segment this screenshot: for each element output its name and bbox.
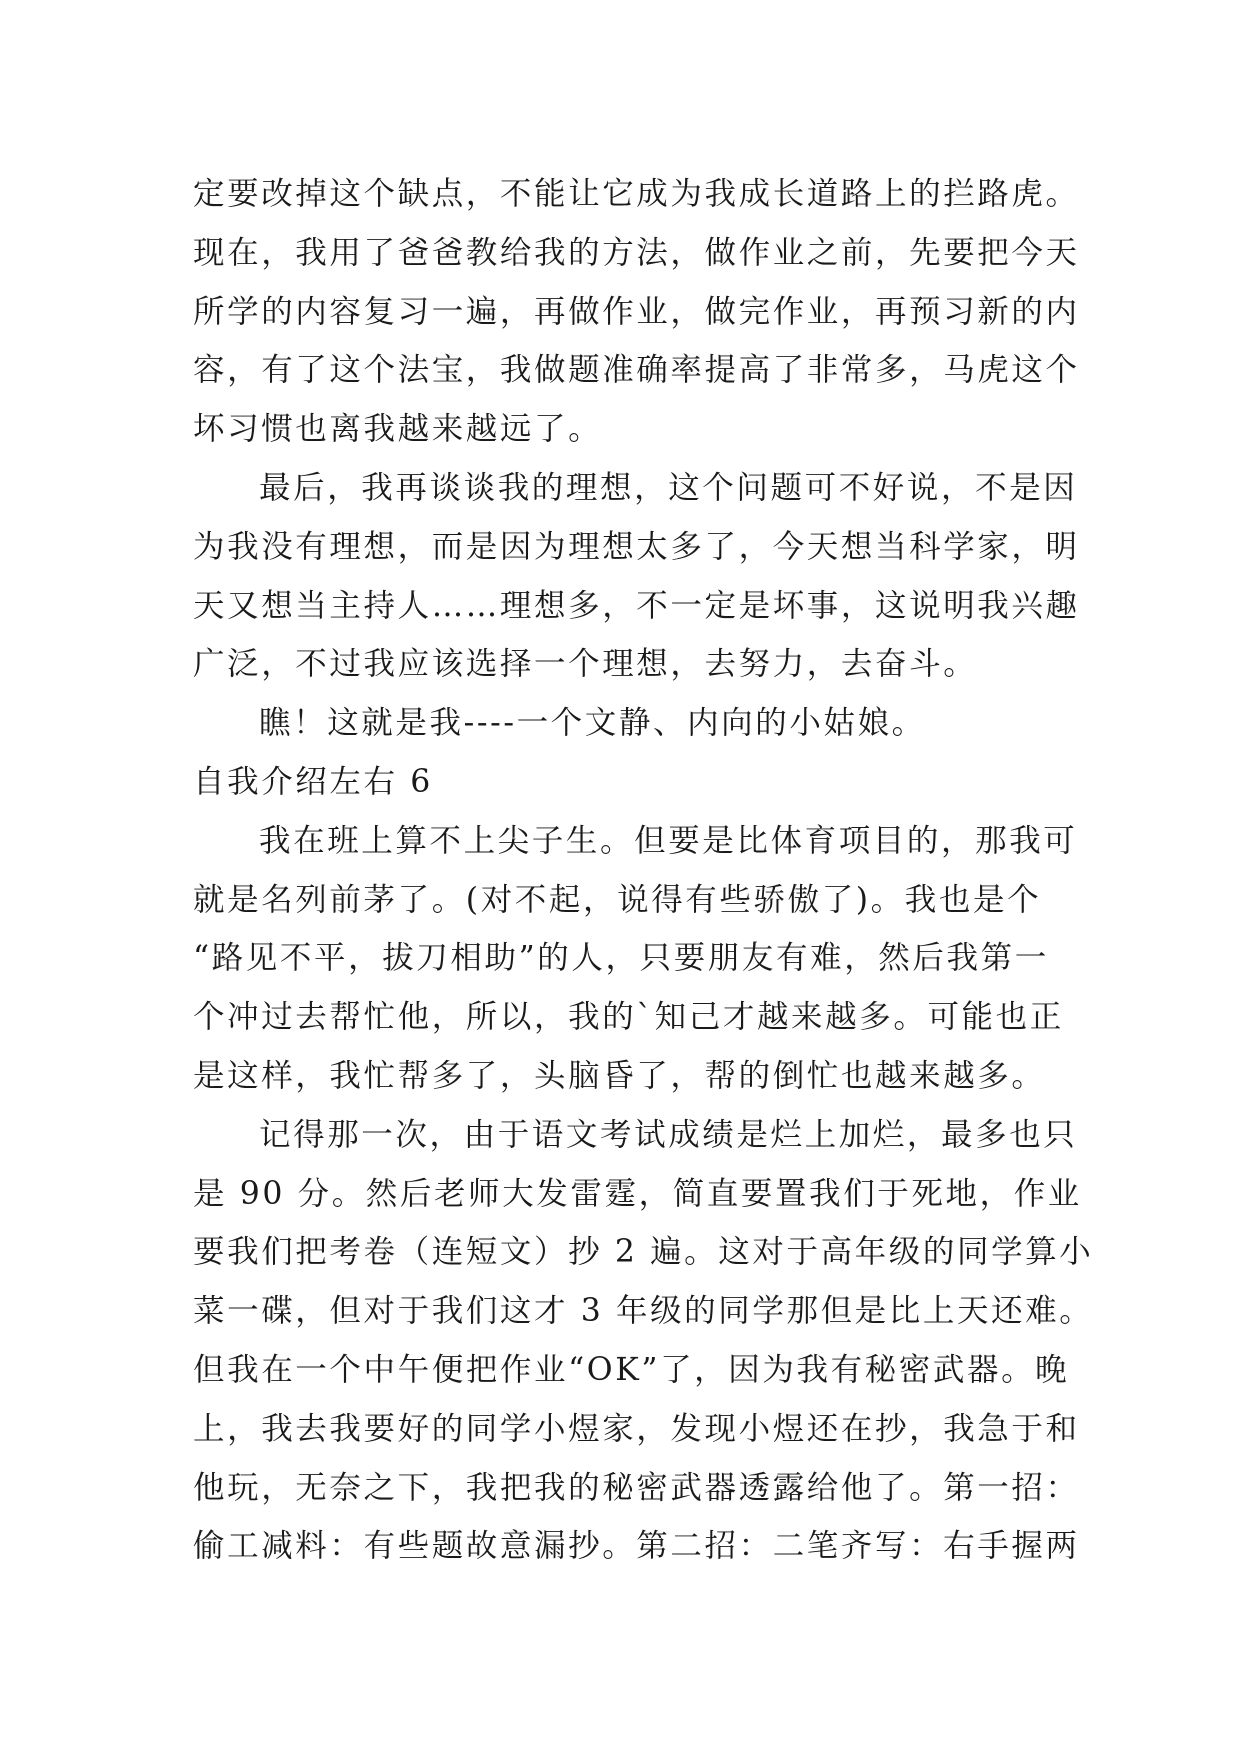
text-line: 所学的内容复习一遍，再做作业，做完作业，再预习新的内 — [193, 293, 1080, 330]
document-body — [193, 165, 1094, 1576]
text-line: 菜一碟，但对于我们这才 3 年级的同学那但是比上天还难。 — [193, 1293, 1094, 1330]
paragraph-start-line: 瞧！这就是我----一个文静、内向的小姑娘。 — [259, 705, 926, 742]
text-line: 他玩，无奈之下，我把我的秘密武器透露给他了。第一招： — [193, 1469, 1080, 1506]
text-line: 坏习惯也离我越来越远了。 — [193, 411, 603, 448]
text-line: 广泛，不过我应该选择一个理想，去努力，去奋斗。 — [193, 646, 978, 683]
text-line: 上，我去我要好的同学小煜家，发现小煜还在抄，我急于和 — [193, 1410, 1080, 1447]
text-line: 要我们把考卷（连短文）抄 2 遍。这对于高年级的同学算小 — [193, 1234, 1094, 1271]
paragraph-start-line: 最后，我再谈谈我的理想，这个问题可不好说，不是因 — [259, 469, 1078, 506]
text-line: 偷工减料：有些题故意漏抄。第二招：二笔齐写：右手握两 — [193, 1528, 1080, 1565]
paragraph-start-line: 我在班上算不上尖子生。但要是比体育项目的，那我可 — [259, 822, 1078, 859]
text-line: 是 90 分。然后老师大发雷霆，简直要置我们于死地，作业 — [193, 1175, 1082, 1212]
text-line: 现在，我用了爸爸教给我的方法，做作业之前，先要把今天 — [193, 234, 1080, 271]
text-line: 是这样，我忙帮多了，头脑昏了，帮的倒忙也越来越多。 — [193, 1057, 1046, 1094]
text-line: 就是名列前茅了。(对不起，说得有些骄傲了)。我也是个 — [193, 881, 1042, 918]
text-line: 但我在一个中午便把作业“OK”了，因为我有秘密武器。晚 — [193, 1351, 1070, 1388]
text-line: 天又想当主持人……理想多，不一定是坏事，这说明我兴趣 — [193, 587, 1080, 624]
text-line: 定要改掉这个缺点，不能让它成为我成长道路上的拦路虎。 — [193, 176, 1080, 212]
paragraph-start-line: 记得那一次，由于语文考试成绩是烂上加烂，最多也只 — [259, 1116, 1078, 1153]
text-line: 个冲过去帮忙他，所以，我的`知己才越来越多。可能也正 — [193, 999, 1064, 1036]
section-heading: 自我介绍左右 6 — [193, 763, 433, 800]
text-line: 为我没有理想，而是因为理想太多了，今天想当科学家，明 — [193, 528, 1080, 565]
text-line: “路见不平，拔刀相助”的人，只要朋友有难，然后我第一 — [193, 940, 1049, 977]
text-line: 容，有了这个法宝，我做题准确率提高了非常多，马虎这个 — [193, 352, 1080, 389]
